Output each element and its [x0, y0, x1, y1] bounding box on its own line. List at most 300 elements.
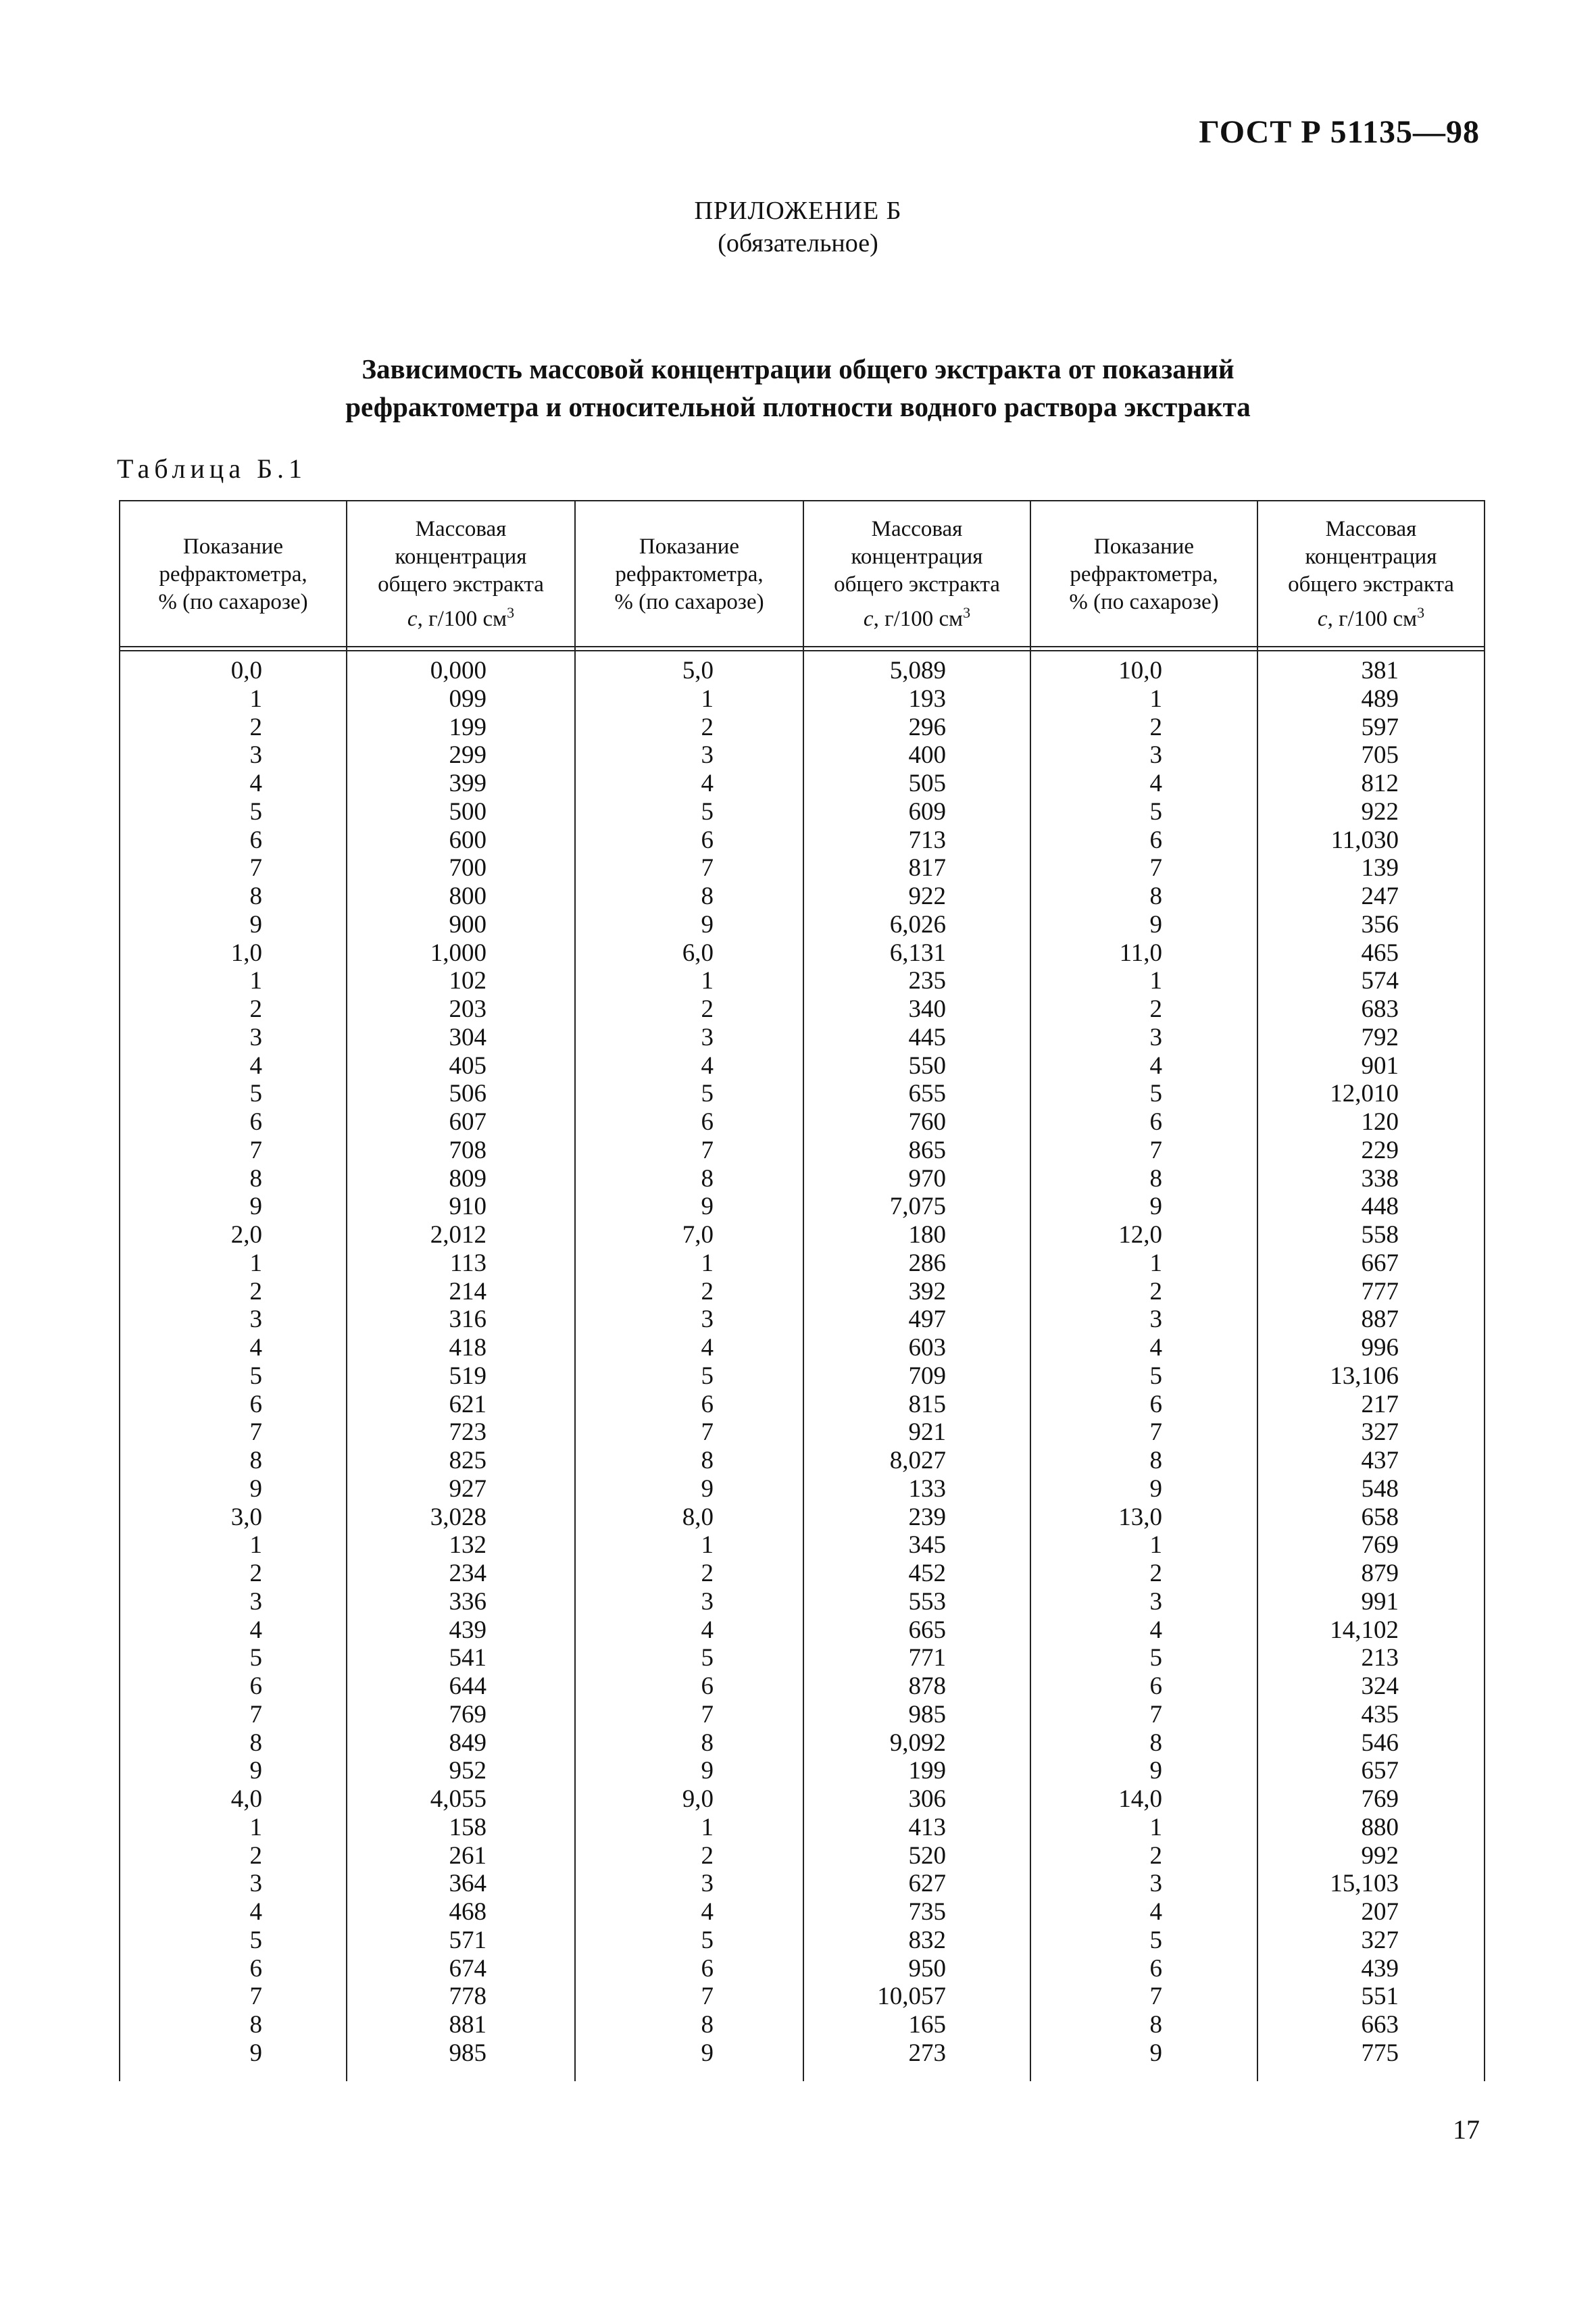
table-cell: 234	[449, 1560, 487, 1587]
table-cell: 392	[908, 1277, 946, 1305]
table-cell: 7	[249, 1700, 262, 1728]
table-cell: 8	[249, 1164, 262, 1193]
table-cell: 2	[249, 1560, 262, 1587]
table-cell: 506	[449, 1080, 487, 1108]
table-cell: 5,0	[682, 657, 714, 684]
table-cell: 193	[908, 684, 946, 713]
table-cell: 603	[908, 1334, 946, 1362]
table-cell: 7,0	[682, 1221, 714, 1249]
table-cell: 286	[908, 1249, 946, 1277]
table-cell: 4	[1149, 1334, 1162, 1362]
refractometer-column	[154, 657, 262, 2068]
table-cell: 9	[1149, 1474, 1162, 1503]
table-cell: 5	[249, 1926, 262, 1954]
table-cell: 7	[249, 1983, 262, 2011]
table-cell: 113	[449, 1249, 487, 1277]
table-cell: 465	[1361, 939, 1399, 967]
table-cell: 778	[449, 1983, 487, 2011]
table-cell: 3	[249, 1023, 262, 1051]
table-cell: 400	[908, 741, 946, 770]
table-cell: 922	[1361, 797, 1399, 826]
table-cell: 5	[1149, 1644, 1162, 1672]
table-cell: 879	[1361, 1560, 1399, 1587]
table-cell: 9	[701, 1193, 714, 1221]
header-line: концентрация	[851, 545, 983, 569]
table-cell: 5	[249, 1080, 262, 1108]
table-cell: 327	[1361, 1418, 1399, 1447]
table-cell: 497	[908, 1305, 946, 1334]
table-cell: 8	[1149, 882, 1162, 910]
table-cell: 5	[249, 1644, 262, 1672]
table-cell: 13,0	[1118, 1503, 1162, 1531]
table-cell: 922	[908, 882, 946, 910]
table-cell: 609	[908, 797, 946, 826]
table-cell: 880	[1361, 1813, 1399, 1841]
table-cell: 7	[1149, 854, 1162, 882]
table-cell: 996	[1361, 1334, 1399, 1362]
table-cell: 500	[449, 797, 487, 826]
table-cell: 777	[1361, 1277, 1399, 1305]
table-cell: 7	[701, 1136, 714, 1164]
table-cell: 5	[1149, 1080, 1162, 1108]
table-cell: 3	[249, 1587, 262, 1616]
table-cell: 921	[908, 1418, 946, 1447]
column-divider	[803, 500, 804, 2081]
table-cell: 1	[1149, 967, 1162, 995]
table-cell: 299	[449, 741, 487, 770]
table-cell: 771	[908, 1644, 946, 1672]
table-cell: 445	[908, 1023, 946, 1051]
table-cell: 14,0	[1118, 1785, 1162, 1813]
table-cell: 667	[1361, 1249, 1399, 1277]
table-cell: 8	[249, 1447, 262, 1474]
table-cell: 1	[701, 1531, 714, 1560]
table-cell: 261	[449, 1841, 487, 1870]
table-cell: 574	[1361, 967, 1399, 995]
header-concentration	[804, 501, 1030, 647]
table-cell: 817	[908, 854, 946, 882]
header-divider-second	[119, 650, 1485, 651]
table-cell: 4	[701, 1334, 714, 1362]
table-cell: 5	[701, 797, 714, 826]
table-cell: 792	[1361, 1023, 1399, 1051]
table-cell: 910	[449, 1193, 487, 1221]
appendix-title: ПРИЛОЖЕНИЕ Б	[694, 197, 902, 225]
table-cell: 832	[908, 1926, 946, 1954]
table-cell: 7	[249, 1136, 262, 1164]
table-cell: 775	[1361, 2039, 1399, 2067]
header-line: рефрактометра,	[1070, 562, 1218, 587]
table-cell: 3	[1149, 1305, 1162, 1334]
table-cell: 705	[1361, 741, 1399, 770]
header-line: рефрактометра,	[159, 562, 307, 587]
table-cell: 9	[701, 2039, 714, 2067]
table-cell: 2	[249, 713, 262, 741]
table-cell: 881	[449, 2011, 487, 2039]
table-cell: 336	[449, 1587, 487, 1616]
table-cell: 8	[1149, 1164, 1162, 1193]
header-unit	[834, 599, 1000, 633]
table-cell: 1	[701, 967, 714, 995]
table-cell: 1	[701, 1813, 714, 1841]
header-line: общего экстракта	[1288, 572, 1454, 597]
header-concentration	[1258, 501, 1484, 647]
table-cell: 3	[1149, 1870, 1162, 1898]
table-cell: 6	[701, 1954, 714, 1983]
table-cell: 1	[1149, 1531, 1162, 1560]
table-cell: 9	[249, 1474, 262, 1503]
table-cell: 489	[1361, 684, 1399, 713]
table-cell: 1	[1149, 684, 1162, 713]
table-cell: 6,0	[682, 939, 714, 967]
table-cell: 340	[908, 995, 946, 1023]
table-cell: 8,0	[682, 1503, 714, 1531]
table-cell: 1	[701, 1249, 714, 1277]
table-cell: 4	[249, 1898, 262, 1926]
table-cell: 2	[701, 1277, 714, 1305]
table-cell: 5	[701, 1926, 714, 1954]
table-cell: 952	[449, 1757, 487, 1785]
table-cell: 597	[1361, 713, 1399, 741]
table-cell: 2	[701, 995, 714, 1023]
table-cell: 6	[701, 1672, 714, 1700]
table-cell: 985	[449, 2039, 487, 2067]
table-cell: 239	[908, 1503, 946, 1531]
unit-exponent: 3	[963, 604, 971, 621]
table-cell: 3	[701, 1023, 714, 1051]
header-line: % (по сахарозе)	[614, 589, 764, 614]
header-concentration	[347, 501, 574, 647]
concentration-column	[811, 657, 946, 2068]
table-cell: 657	[1361, 1757, 1399, 1785]
table-cell: 2	[701, 713, 714, 741]
table-cell: 405	[449, 1051, 487, 1080]
table-cell: 683	[1361, 995, 1399, 1023]
table-cell: 7	[701, 1418, 714, 1447]
header-line: рефрактометра,	[615, 562, 764, 587]
table-cell: 9	[249, 910, 262, 939]
table-cell: 713	[908, 826, 946, 854]
table-cell: 9,092	[889, 1728, 946, 1757]
unit-variable: c	[863, 607, 874, 631]
table-cell: 927	[449, 1474, 487, 1503]
table-cell: 5	[1149, 797, 1162, 826]
table-cell: 132	[449, 1531, 487, 1560]
unit-exponent: 3	[507, 604, 515, 621]
table-cell: 8	[701, 1447, 714, 1474]
table-cell: 7	[701, 1700, 714, 1728]
table-cell: 6,026	[889, 910, 946, 939]
table-cell: 4	[1149, 1051, 1162, 1080]
table-cell: 10,0	[1118, 657, 1162, 684]
table-cell: 708	[449, 1136, 487, 1164]
table-cell: 970	[908, 1164, 946, 1193]
table-cell: 769	[1361, 1785, 1399, 1813]
table-cell: 180	[908, 1221, 946, 1249]
table-cell: 950	[908, 1954, 946, 1983]
table-cell: 723	[449, 1418, 487, 1447]
table-cell: 381	[1361, 657, 1399, 684]
table-cell: 878	[908, 1672, 946, 1700]
table-cell: 505	[908, 770, 946, 797]
table-cell: 304	[449, 1023, 487, 1051]
table-cell: 887	[1361, 1305, 1399, 1334]
table-cell: 399	[449, 770, 487, 797]
table-cell: 4	[1149, 1616, 1162, 1644]
table-cell: 8	[249, 2011, 262, 2039]
table-cell: 5,089	[889, 657, 946, 684]
table-cell: 6	[1149, 1954, 1162, 1983]
table-cell: 548	[1361, 1474, 1399, 1503]
table-cell: 553	[908, 1587, 946, 1616]
table-cell: 338	[1361, 1164, 1399, 1193]
table-cell: 825	[449, 1447, 487, 1474]
table-cell: 8	[701, 882, 714, 910]
column-divider	[346, 500, 347, 2081]
table-cell: 2	[1149, 1841, 1162, 1870]
title-line-2: рефрактометра и относительной плотности водного раствора экстракта	[345, 391, 1251, 422]
table-cell: 345	[908, 1531, 946, 1560]
header-line: Массовая	[1325, 517, 1417, 541]
table-cell: 6	[701, 1390, 714, 1418]
header-line: Массовая	[871, 517, 963, 541]
table-cell: 621	[449, 1390, 487, 1418]
table-cell: 418	[449, 1334, 487, 1362]
table-cell: 4	[249, 770, 262, 797]
table-cell: 8	[1149, 1447, 1162, 1474]
table-cell: 9	[701, 910, 714, 939]
table-cell: 985	[908, 1700, 946, 1728]
table-cell: 9	[1149, 2039, 1162, 2067]
table-cell: 674	[449, 1954, 487, 1983]
table-cell: 15,103	[1330, 1870, 1399, 1898]
concentration-column	[365, 657, 487, 2068]
table-cell: 2	[1149, 1560, 1162, 1587]
table-cell: 9,0	[682, 1785, 714, 1813]
table-cell: 558	[1361, 1221, 1399, 1249]
table-cell: 551	[1361, 1983, 1399, 2011]
table-cell: 3	[249, 741, 262, 770]
table-cell: 102	[449, 967, 487, 995]
table-cell: 900	[449, 910, 487, 939]
table-cell: 815	[908, 1390, 946, 1418]
table-cell: 6	[1149, 1390, 1162, 1418]
page-title	[0, 350, 1596, 426]
table-cell: 5	[701, 1080, 714, 1108]
table-cell: 8	[1149, 2011, 1162, 2039]
table-cell: 13,106	[1330, 1362, 1399, 1390]
table-cell: 769	[1361, 1531, 1399, 1560]
table-cell: 849	[449, 1728, 487, 1757]
table-cell: 2,0	[230, 1221, 262, 1249]
table-cell: 9	[1149, 1193, 1162, 1221]
table-cell: 229	[1361, 1136, 1399, 1164]
refractometer-column	[1041, 657, 1162, 2068]
concentration-column	[1264, 657, 1399, 2068]
table-cell: 296	[908, 713, 946, 741]
table-cell: 7	[1149, 1983, 1162, 2011]
unit-variable: c	[407, 607, 418, 631]
table-cell: 413	[908, 1813, 946, 1841]
table-cell: 4	[1149, 770, 1162, 797]
table-cell: 5	[1149, 1362, 1162, 1390]
table-cell: 991	[1361, 1587, 1399, 1616]
table-cell: 6	[249, 1672, 262, 1700]
table-cell: 3	[701, 741, 714, 770]
table-cell: 541	[449, 1644, 487, 1672]
header-line: Массовая	[415, 517, 507, 541]
table-cell: 0,0	[230, 657, 262, 684]
table-cell: 8	[249, 1728, 262, 1757]
unit-text: , г/100 см	[873, 607, 964, 631]
table-cell: 519	[449, 1362, 487, 1390]
table-cell: 8,027	[889, 1447, 946, 1474]
table-cell: 364	[449, 1870, 487, 1898]
table-cell: 235	[908, 967, 946, 995]
refractometer-column	[592, 657, 714, 2068]
table-cell: 3,028	[430, 1503, 487, 1531]
table-cell: 8	[249, 882, 262, 910]
table-cell: 1	[249, 1813, 262, 1841]
table-cell: 663	[1361, 2011, 1399, 2039]
table-cell: 158	[449, 1813, 487, 1841]
table-cell: 9	[701, 1757, 714, 1785]
table-cell: 3	[1149, 1587, 1162, 1616]
table-cell: 3	[249, 1305, 262, 1334]
table-cell: 627	[908, 1870, 946, 1898]
table-cell: 709	[908, 1362, 946, 1390]
table-cell: 1	[249, 967, 262, 995]
table-cell: 700	[449, 854, 487, 882]
table-cell: 7	[1149, 1700, 1162, 1728]
table-cell: 439	[1361, 1954, 1399, 1983]
table-cell: 5	[701, 1644, 714, 1672]
table-cell: 6	[701, 1108, 714, 1136]
table-cell: 7	[1149, 1418, 1162, 1447]
table-cell: 3	[1149, 741, 1162, 770]
table-cell: 8	[701, 1164, 714, 1193]
table-cell: 203	[449, 995, 487, 1023]
header-unit	[1288, 599, 1454, 633]
table-cell: 4	[249, 1616, 262, 1644]
table-cell: 9	[249, 2039, 262, 2067]
table-cell: 571	[449, 1926, 487, 1954]
table-cell: 665	[908, 1616, 946, 1644]
table-cell: 247	[1361, 882, 1399, 910]
table-cell: 735	[908, 1898, 946, 1926]
table-cell: 199	[449, 713, 487, 741]
table-cell: 1	[249, 1531, 262, 1560]
table-cell: 10,057	[877, 1983, 946, 2011]
table-cell: 14,102	[1330, 1616, 1399, 1644]
table-cell: 4	[701, 1051, 714, 1080]
title-line-1: Зависимость массовой концентрации общего экстракта от показаний	[361, 353, 1235, 384]
table-cell: 3	[1149, 1023, 1162, 1051]
header-refractometer	[576, 501, 803, 647]
table-cell: 207	[1361, 1898, 1399, 1926]
table-cell: 139	[1361, 854, 1399, 882]
table-cell: 7	[701, 854, 714, 882]
table-cell: 214	[449, 1277, 487, 1305]
table-cell: 2	[249, 1841, 262, 1870]
table-cell: 812	[1361, 770, 1399, 797]
table-cell: 4,055	[430, 1785, 487, 1813]
table-cell: 213	[1361, 1644, 1399, 1672]
unit-text: , г/100 см	[417, 607, 507, 631]
table-cell: 437	[1361, 1447, 1399, 1474]
table-cell: 769	[449, 1700, 487, 1728]
table-cell: 099	[449, 684, 487, 713]
table-cell: 217	[1361, 1390, 1399, 1418]
table-cell: 901	[1361, 1051, 1399, 1080]
table-cell: 448	[1361, 1193, 1399, 1221]
table-cell: 6	[1149, 826, 1162, 854]
table-cell: 9	[701, 1474, 714, 1503]
table-cell: 11,0	[1119, 939, 1162, 967]
table-cell: 1	[249, 1249, 262, 1277]
page-number: 17	[1453, 2114, 1480, 2145]
table-cell: 655	[908, 1080, 946, 1108]
table-cell: 439	[449, 1616, 487, 1644]
table-cell: 6	[249, 826, 262, 854]
table-cell: 12,0	[1118, 1221, 1162, 1249]
table-cell: 435	[1361, 1700, 1399, 1728]
unit-exponent: 3	[1417, 604, 1425, 621]
table-cell: 4	[701, 1616, 714, 1644]
table-cell: 452	[908, 1560, 946, 1587]
table-cell: 2	[1149, 995, 1162, 1023]
table-cell: 8	[701, 1728, 714, 1757]
header-line: % (по сахарозе)	[1069, 589, 1219, 614]
table-cell: 7	[701, 1983, 714, 2011]
table-cell: 1,0	[230, 939, 262, 967]
table-cell: 800	[449, 882, 487, 910]
table-cell: 3	[701, 1870, 714, 1898]
table-cell: 5	[249, 797, 262, 826]
header-line: Показание	[639, 534, 740, 559]
table-cell: 2	[249, 995, 262, 1023]
header-unit	[378, 599, 544, 633]
table-cell: 2	[1149, 713, 1162, 741]
table-cell: 7	[249, 1418, 262, 1447]
table-cell: 0,000	[430, 657, 487, 684]
header-line: общего экстракта	[378, 572, 544, 597]
table-cell: 1	[701, 684, 714, 713]
table-cell: 4	[701, 1898, 714, 1926]
table-cell: 809	[449, 1164, 487, 1193]
table-cell: 1,000	[430, 939, 487, 967]
column-divider	[1257, 500, 1258, 2081]
table-cell: 327	[1361, 1926, 1399, 1954]
table-cell: 9	[1149, 1757, 1162, 1785]
table-cell: 644	[449, 1672, 487, 1700]
column-divider	[574, 500, 576, 2081]
table-cell: 468	[449, 1898, 487, 1926]
table-cell: 6	[249, 1108, 262, 1136]
table-cell: 992	[1361, 1841, 1399, 1870]
appendix-note: (обязательное)	[718, 229, 878, 257]
table-cell: 4	[249, 1334, 262, 1362]
table-cell: 546	[1361, 1728, 1399, 1757]
table-cell: 7,075	[889, 1193, 946, 1221]
table-cell: 600	[449, 826, 487, 854]
table-cell: 324	[1361, 1672, 1399, 1700]
table-cell: 6,131	[889, 939, 946, 967]
table-cell: 2	[249, 1277, 262, 1305]
table-cell: 6	[1149, 1108, 1162, 1136]
table-cell: 1	[1149, 1813, 1162, 1841]
table-cell: 4	[1149, 1898, 1162, 1926]
